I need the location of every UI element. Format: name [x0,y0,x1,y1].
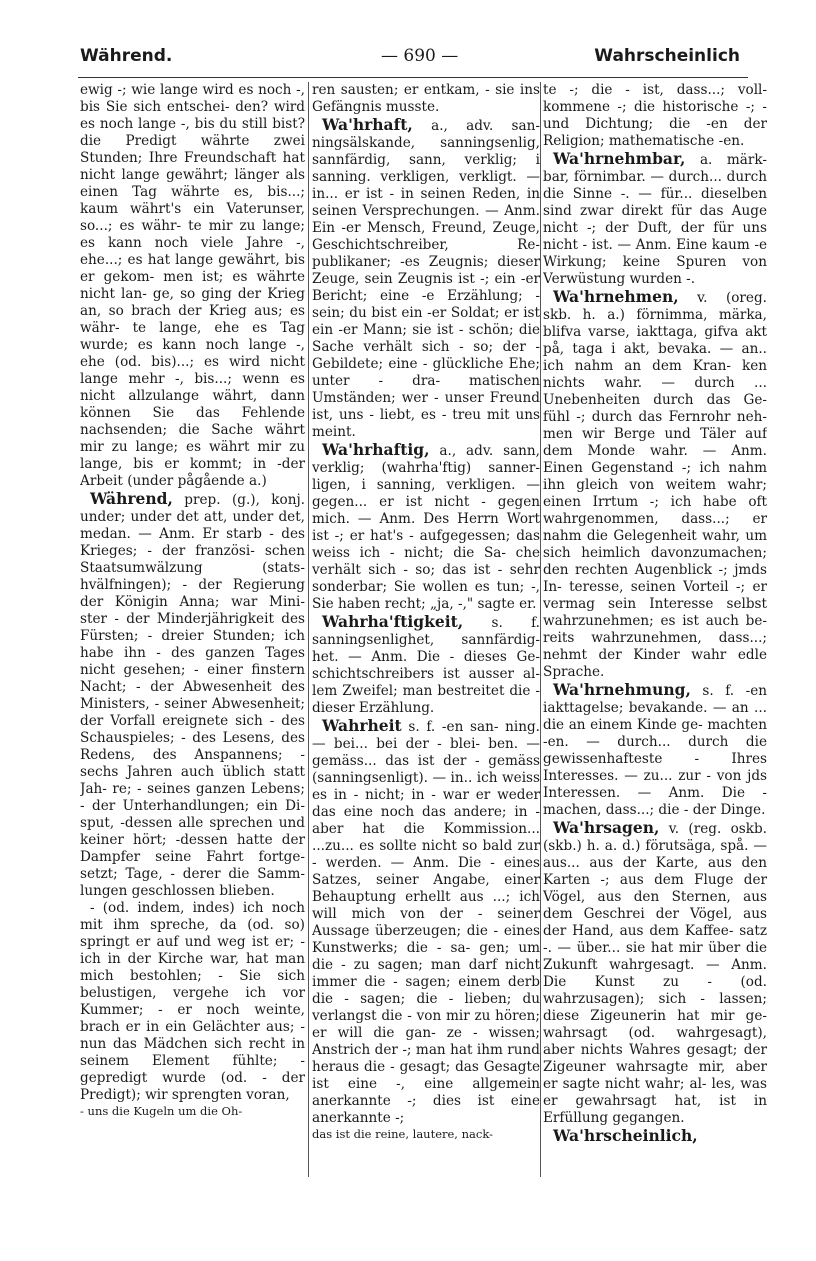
entry-text: v. (reg. oskb. (skb.) h. a. d.) förutsäga, spå. — aus... aus der Karte, aus den Karten -; aus dem Fluge der Vögel, aus den Sternen, aus dem Geschrei der Vögel, aus der Hand, aus dem Kaffee- satz -. — über... sie hat mir über die Zukunft wahrgesagt. — Anm. Die Kunst zu - (od. wahrzusagen); sich - lassen; diese Zigeunerin hat mir ge- wahrsagt (od. wahrgesagt), aber nichts Wahres gesagt; der Zigeuner wahrsagte mir, aber er sagte nicht wahr; al- les, was er gewahrsagt hat, ist in Erfüllung gegangen. [543,821,767,1126]
dictionary-entry [543,1127,767,1146]
entry-text: a., adv. sann, verklig; (wahrha'ftig) sanner- ligen, i sanning, verkligen. — gegen... er ist nicht - gegen mich. — Anm. Des Herrn Wort ist -; er hat's - aufgegessen; das weiss ich - nicht; die Sa- che verhält sich - so; das ist - sehr sonderbar; Sie wollen es tun; -, Sie haben recht; „ja, -," sagte er. [312,443,540,612]
entry-text: s. f. sanningsenlighet, sannfärdig- het. — Anm. Die - dieses Ge- schichtschreibers ist ausser al- lem Zweifel; man bestreitet die - dieser Erzählung. [312,615,540,716]
column-3 [543,82,767,1182]
headword: Während, [90,489,173,508]
entry-text: ewig -; wie lange wird es noch -, bis Sie sich entschei- den? wird es noch lange -, bis du still bist? die Predigt währte zwei Stunden; Ihre Freundschaft hat nicht lange gewährt; länger als einen Tag währte es, bis...; kaum währt's ein Vaterunser, so...; es währ- te mir zu lange; es kann noch viele Jahre -, ehe...; es hat lange gewährt, bis er gekom- men ist; es währte nicht lan- ge, so ging der Krieg an, so brach der Krieg aus; es währ- te lange, ehe es Tag wurde; es kann noch lange -, ehe (od. bis)...; es wird nicht lange mehr -, bis...; wenn es nicht allzulange währt, dann können Sie das Fehlende nachsenden; die Sache währt mir zu lange; es währt mir zu lange, bis er kommt; in -der Arbeit (under pågående a.) [80,82,305,489]
entry-paragraph [80,82,305,490]
entry-text: te -; die - ist, dass...; voll- kommene -; die historische -; - und Dichtung; die -en der Religion; mathematische -en. [543,82,767,149]
column-2 [312,82,540,1182]
dictionary-entry [543,681,767,819]
headword: Wa'hrhaft, [322,115,413,134]
dictionary-entry [312,717,540,1127]
entry-text: - uns die Kugeln um die Oh- [80,1104,243,1118]
entry-text: s. f. -en san- ning. — bei... bei der - blei- ben. — gemäss... das ist der - gemäss (sanningsenligt). — in.. ich weiss es in - nicht; in - war er weder das eine noch das andere; in - aber hat die Kommission... ...zu... es sollte nicht so bald zur - werden. — Anm. Die - eines Satzes, seiner Angabe, einer Behauptung erhellt aus ...; ich will mich von der - seiner Aussage überzeugen; die - eines Kunstwerks; die - sa- gen; um die - zu sagen; man darf nicht immer die - sagen; einem derb die - sagen; die - lieben; du verlangst die - von mir zu hören; er will die gan- ze - wissen; Anstrich der -; man hat ihm rund heraus die - gesagt; das Gesagte ist eine -, eine allgemein anerkannte -; dies ist eine anerkannte -; [312,719,540,1126]
headword: Wahrha'ftigkeit, [322,612,464,631]
dictionary-entry [543,288,767,681]
column-divider [308,82,309,1177]
entry-paragraph [80,900,305,1104]
header-rule [78,77,748,78]
headword: Wa'hrnehmen, [553,287,679,306]
header-left-guideword: Während. [80,46,173,66]
dictionary-entry [80,490,305,900]
entry-text: - (od. indem, indes) ich noch mit ihm spreche, da (od. so) springt er auf und weg ist er; - ich in der Kirche war, hat man mich bestohlen; - Sie sich belustigen, vergehe ich vor Kummer; - er noch weinte, brach er in ein Gelächter aus; - nun das Mädchen sich recht in seinem Element fühlte; - gepredigt wurde (od. - der Predigt); wir sprengten voran, [80,900,305,1103]
entry-text: das ist die reine, lautere, nack- [312,1127,493,1141]
entry-text: a. märk- bar, förnimbar. — durch... durch die Sinne -. — für... dieselben sind zwar direkt für das Auge nicht -; der Duft, der für uns nicht - ist. — Anm. Eine kaum -e Wirkung; keine Spuren von Verwüstung wurden -. [543,152,767,287]
dictionary-entry [312,116,540,441]
column-divider [540,82,541,1177]
entry-text: prep. (g.), konj. under; under det att, under det, medan. — Anm. Er starb - des Krieges; - der französi- schen Staatsumwälzung (stats- hvälfningen); - der Regierung der Königin Anna; war Mini- ster - der Minderjährigkeit des Fürsten; - dreier Stunden; ich habe ihn - des ganzen Tages nicht gesehen; - einer finstern Nacht; - der Abwesenheit des Ministers, - seiner Abwesenheit; der Vorfall ereignete sich - des Schauspieles; - des Lesens, des Redens, des Anspannens; - sechs Jahren auch üblich statt Jah- re; - seines ganzen Lebens; - der Unterhandlungen; ein Di- sput, -dessen alle sprechen und keiner hört; -dessen hatte der Dampfer seine Fahrt fortge- setzt; Tage, - derer die Samm- lungen geschlossen blieben. [80,492,305,899]
entry-paragraph [312,1127,540,1141]
headword: Wa'hrsagen, [553,818,660,837]
entry-paragraph [543,82,767,150]
headword: Wa'hrscheinlich, [553,1126,698,1145]
entry-text: ren sausten; er entkam, - sie ins Gefängnis musste. [312,82,540,115]
header-right-guideword: Wahrscheinlich [594,46,740,66]
dictionary-entry [543,150,767,288]
dictionary-entry [543,819,767,1127]
headword: Wa'hrnehmung, [553,680,691,699]
page-header [80,46,740,72]
headword: Wa'hrnehmbar, [553,149,686,168]
column-1 [80,82,305,1182]
entry-paragraph [80,1104,305,1118]
dictionary-entry [312,613,540,717]
entry-text: v. (oreg. skb. h. a.) förnimma, märka, blifva varse, iakttaga, gifva akt på, taga i akt, bevaka. — an.. ich nahm an dem Kran- ken nichts wahr. — durch ... Unebenheiten durch das Ge- fühl -; durch das Fernrohr neh- men wir Berge und Täler auf dem Monde wahr. — Anm. Einen Gegenstand -; ich nahm ihn gleich von weitem wahr; einen Irrtum -; ich habe oft wahrgenommen, dass...; er nahm die Gelegenheit wahr, um sich heimlich davonzumachen; den rechten Augenblick -; jmds In- teresse, seinen Vorteil -; er vermag sein Interesse selbst wahrzunehmen; es ist auch be- reits wahrzunehmen, dass...; nehmt der Kinder wahr edle Sprache. [543,290,767,680]
entry-text: a., adv. san- ningsälskande, sanningsenlig, sannfärdig, sann, verklig; i sanning. verkligen, verkligt. — in... er ist - in seinen Reden, in seinen Versprechungen. — Anm. Ein -er Mensch, Freund, Zeuge, Geschichtschreiber, Re- publikaner; -es Zeugnis; dieser Zeuge, sein Zeugnis ist -; ein -er Bericht; eine -e Erzählung; - sein; du bist ein -er Soldat; er ist ein -er Mann; sie ist - schön; die Sache verhält sich - so; der - Gebildete; eine - glückliche Ehe; unter - dra- matischen Umständen; wer - unser Freund ist, uns - liebt, es - treu mit uns meint. [312,118,540,440]
headword: Wa'hrhaftig, [322,440,430,459]
entry-text: s. f. -en iakttagelse; bevakande. — an ... die an einem Kinde ge- machten -en. — durch... durch die gewissenhafteste - Ihres Interesses. — zu... zur - von jds Interessen. — Anm. Die - machen, dass...; die - der Dinge. [543,683,767,818]
dictionary-entry [312,441,540,613]
entry-paragraph [312,82,540,116]
headword: Wahrheit [322,716,402,735]
page-number: — 690 — [381,46,459,66]
